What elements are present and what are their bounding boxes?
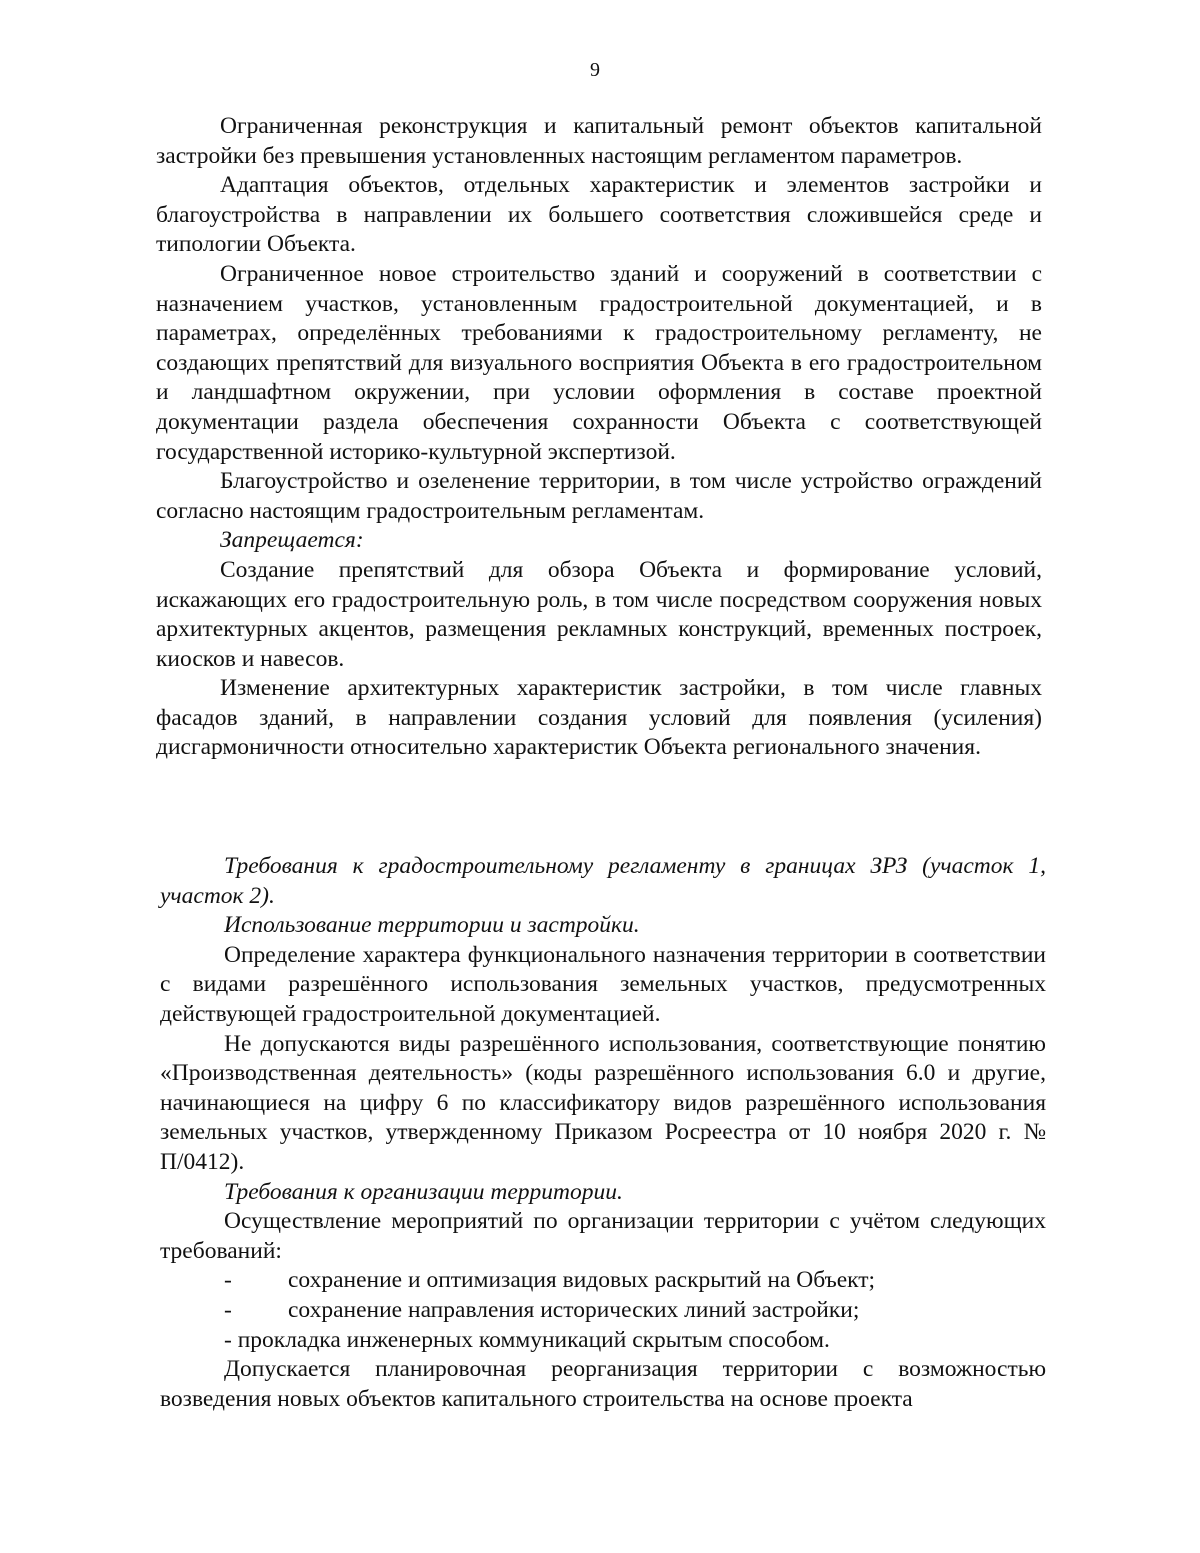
paragraph-obstacles: Создание препятствий для обзора Объекта и формирование условий, искажающих его градостроительную роль, в том числе посредством сооружения новых архитектурных акцентов, размещения рекламных конструкций, временных построек, киосков и навесов. xyxy=(156,556,1042,672)
paragraph-reorganization: Допускается планировочная реорганизация территории с возможностью возведения новых объектов капитального строительства на основе проекта xyxy=(160,1356,1046,1412)
paragraph-adaptation: Адаптация объектов, отдельных характеристик и элементов застройки и благоустройства в направлении их большего соответствия сложившейся среде и типологии Объекта. xyxy=(156,172,1042,258)
list-dash: - xyxy=(224,1296,232,1323)
section-zrz-requirements xyxy=(160,852,1046,1414)
paragraph-architecture-change: Изменение архитектурных характеристик застройки, в том числе главных фасадов зданий, в направлении создания условий для появления (усиления) дисгармоничности относительно характеристик Объекта регионального значения. xyxy=(156,675,1042,761)
list-dash: - xyxy=(224,1267,232,1294)
paragraph-functional-purpose: Определение характера функционального назначения территории в соответствии с видами разрешённого использования земельных участков, предусмотренных действующей градостроительной документацией. xyxy=(160,941,1046,1027)
paragraph-not-allowed: Не допускаются виды разрешённого использования, соответствующие понятию «Производственная деятельность» (коды разрешённого использования 6.0 и другие, начинающиеся на цифру 6 по классификатору видов разрешённого использования земельных участков, утвержденному Приказом Росреестра от 10 ноября 2020 г. № П/0412). xyxy=(160,1030,1046,1175)
list-item-text: сохранение направления исторических линий застройки; xyxy=(288,1296,860,1323)
subheading-territory-use: Использование территории и застройки. xyxy=(224,912,640,939)
subheading-territory-organization: Требования к организации территории. xyxy=(224,1178,623,1205)
heading-zrz: Требования к градостроительному регламенту в границах ЗРЗ (участок 1, участок 2). xyxy=(160,853,1046,909)
list-item-text: сохранение и оптимизация видовых раскрытий на Объект; xyxy=(288,1267,876,1294)
section-general-regime xyxy=(156,112,1042,763)
paragraph-reconstruction: Ограниченная реконструкция и капитальный ремонт объектов капитальной застройки без превышения установленных настоящим регламентом параметров. xyxy=(156,113,1042,169)
list-item-plain: - прокладка инженерных коммуникаций скрытым способом. xyxy=(224,1326,830,1353)
paragraph-measures: Осуществление мероприятий по организации территории с учётом следующих требований: xyxy=(160,1208,1046,1264)
page-number: 9 xyxy=(590,59,600,81)
list-item xyxy=(160,1266,1046,1296)
list-item xyxy=(160,1296,1046,1326)
paragraph-landscaping: Благоустройство и озеленение территории, в том числе устройство ограждений согласно настоящим градостроительным регламентам. xyxy=(156,468,1042,524)
paragraph-new-construction: Ограниченное новое строительство зданий и сооружений в соответствии с назначением участков, установленным градостроительной документацией, и в параметрах, определённых требованиями к градостроительному регламенту, не создающих препятствий для визуального восприятия Объекта в его градостроительном и ландшафтном окружении, при условии оформления в составе проектной документации раздела обеспечения сохранности Объекта с соответствующей государственной историко-культурной экспертизой. xyxy=(156,260,1042,465)
heading-forbidden: Запрещается: xyxy=(220,527,364,554)
